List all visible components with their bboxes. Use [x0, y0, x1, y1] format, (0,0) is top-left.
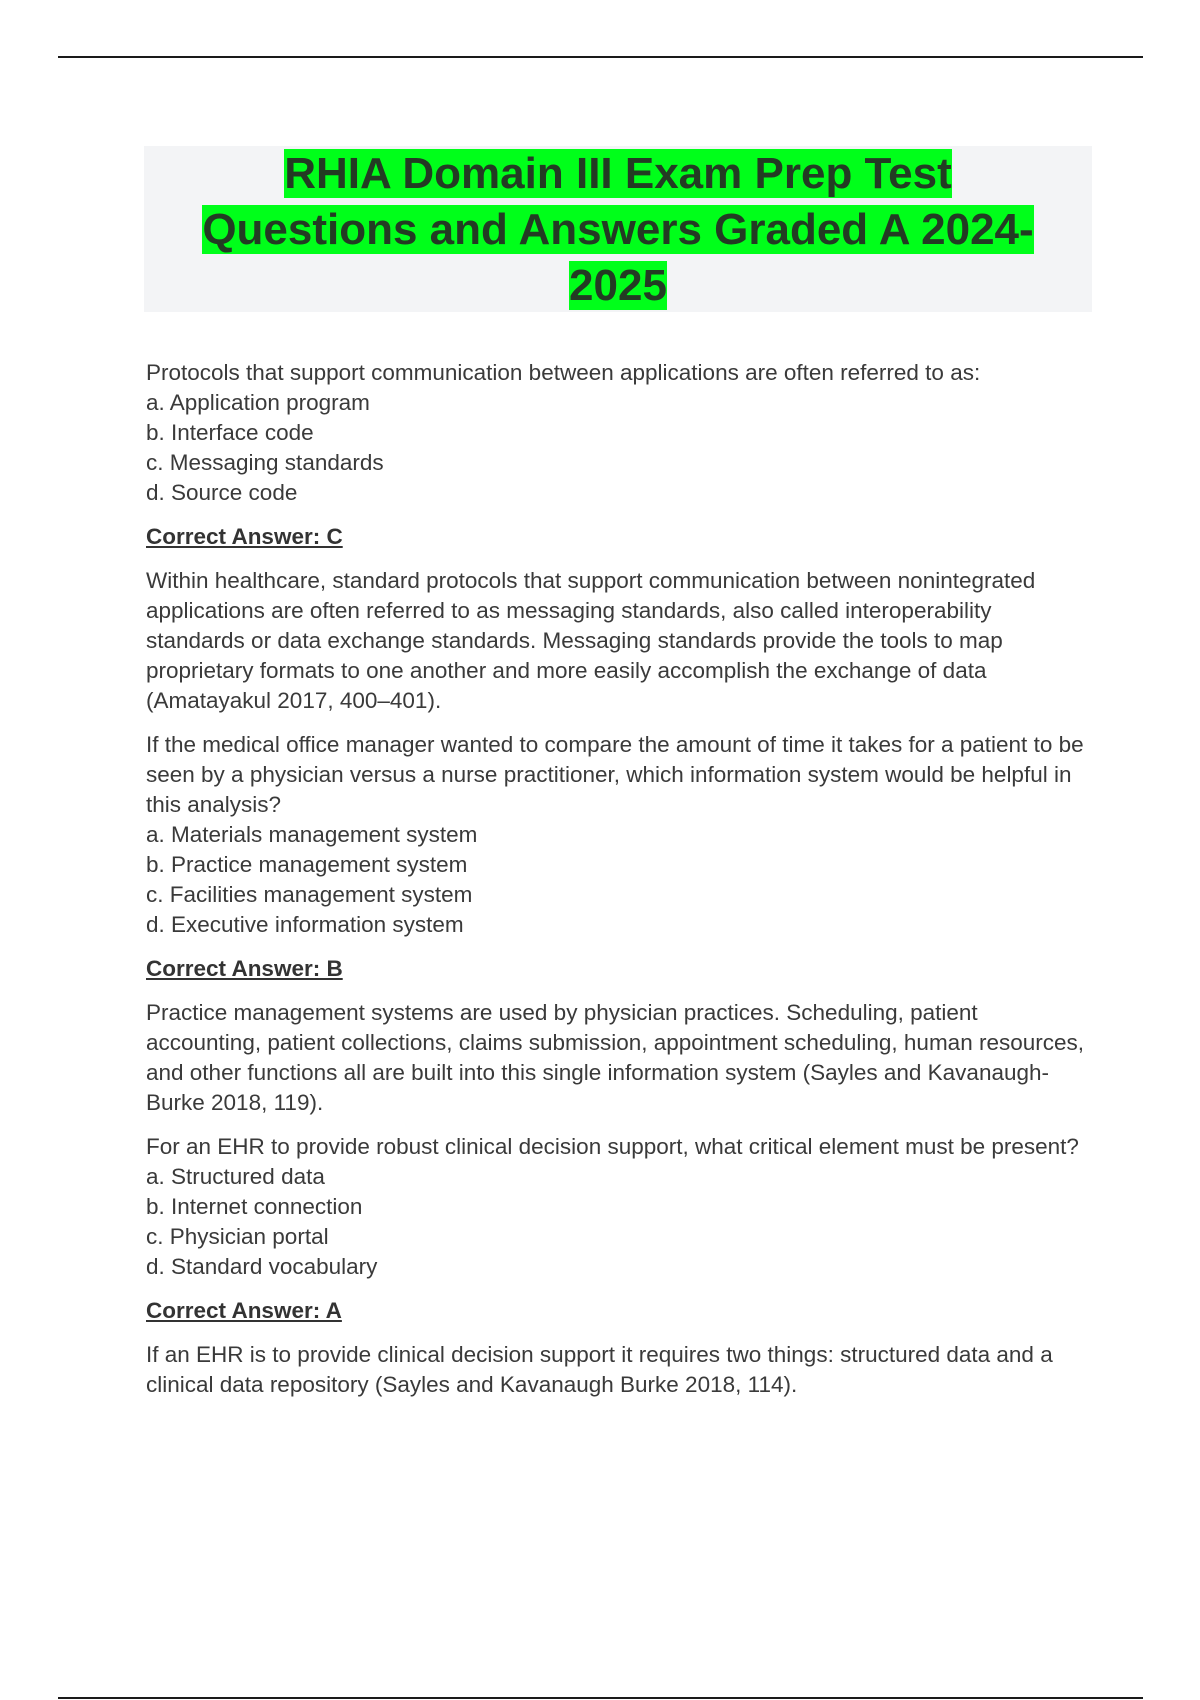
answer-option: d. Executive information system [146, 912, 464, 937]
question-block-2 [146, 730, 1086, 1118]
document-body [146, 358, 1086, 1414]
correct-answer: Correct Answer: C [146, 524, 343, 549]
title-banner [144, 146, 1092, 312]
answer-option: a. Materials management system [146, 822, 478, 847]
top-rule [58, 56, 1143, 58]
title-line-2: Questions and Answers Graded A 2024- [202, 205, 1034, 254]
answer-option: c. Facilities management system [146, 882, 473, 907]
answer-option: a. Structured data [146, 1164, 325, 1189]
answer-option: d. Source code [146, 480, 298, 505]
answer-option: c. Physician portal [146, 1224, 329, 1249]
answer-option: b. Internet connection [146, 1194, 363, 1219]
question-text: Protocols that support communication between applications are often referred to as: [146, 360, 981, 385]
answer-explanation: Within healthcare, standard protocols that support communication between nonintegrated applications are often referred to as messaging standards, also called interoperability standards or data exchange standards. Messaging standards provide the tools to map proprietary formats to one another and more easily accomplish the exchange of data (Amatayakul 2017, 400–401). [146, 568, 1036, 713]
answer-explanation: If an EHR is to provide clinical decision support it requires two things: structured data and a clinical data repository (Sayles and Kavanaugh Burke 2018, 114). [146, 1342, 1053, 1397]
answer-option: b. Practice management system [146, 852, 468, 877]
answer-option: a. Application program [146, 390, 370, 415]
question-block-3 [146, 1132, 1086, 1400]
correct-answer: Correct Answer: B [146, 956, 343, 981]
bottom-rule [58, 1697, 1143, 1699]
title-line-3: 2025 [569, 261, 667, 310]
answer-option: b. Interface code [146, 420, 314, 445]
answer-explanation: Practice management systems are used by physician practices. Scheduling, patient accounting, patient collections, claims submission, appointment scheduling, human resources, and other functions all are built into this single information system (Sayles and Kavanaugh-Burke 2018, 119). [146, 1000, 1085, 1115]
question-text: If the medical office manager wanted to compare the amount of time it takes for a patient to be seen by a physician versus a nurse practitioner, which information system would be helpful in this analysis? [146, 732, 1084, 817]
answer-option: c. Messaging standards [146, 450, 384, 475]
answer-option: d. Standard vocabulary [146, 1254, 378, 1279]
title-line-1: RHIA Domain III Exam Prep Test [284, 149, 952, 198]
question-block-1 [146, 358, 1086, 716]
question-text: For an EHR to provide robust clinical decision support, what critical element must be present? [146, 1134, 1079, 1159]
document-title [144, 146, 1092, 314]
correct-answer: Correct Answer: A [146, 1298, 342, 1323]
